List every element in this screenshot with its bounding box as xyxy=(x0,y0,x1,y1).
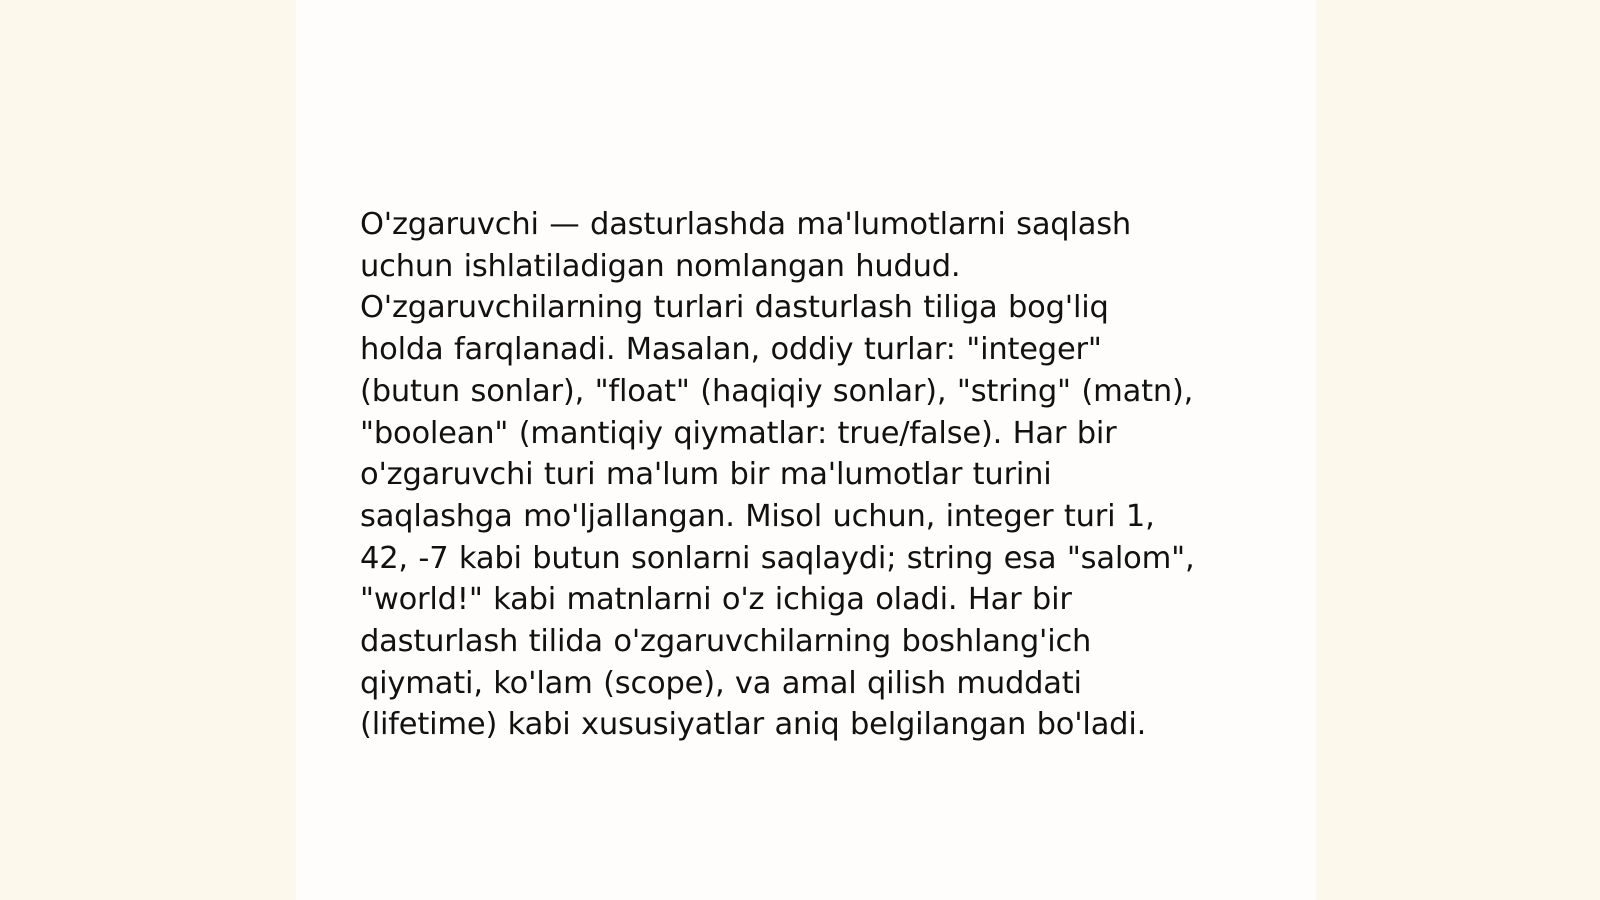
paragraph-line: qiymati, ko'lam (scope), va amal qilish muddati xyxy=(360,665,1082,701)
paragraph-line: saqlashga mo'ljallangan. Misol uchun, integer turi 1, xyxy=(360,498,1155,534)
paragraph-line: dasturlash tilida o'zgaruvchilarning boshlang'ich xyxy=(360,624,1092,660)
paragraph-line: O'zgaruvchilarning turlari dasturlash tiliga bog'liq xyxy=(360,290,1109,326)
paragraph-line: o'zgaruvchi turi ma'lum bir ma'lumotlar turini xyxy=(360,457,1052,493)
paragraph-line: "world!" kabi matnlarni o'z ichiga oladi. Har bir xyxy=(360,582,1072,618)
paragraph-line: (butun sonlar), "float" (haqiqiy sonlar), "string" (matn), xyxy=(360,373,1194,409)
paragraph-line: "boolean" (mantiqiy qiymatlar: true/false). Har bir xyxy=(360,415,1117,451)
paragraph-line: (lifetime) kabi xususiyatlar aniq belgilangan bo'ladi. xyxy=(360,707,1147,743)
body-paragraph xyxy=(360,204,1240,746)
paragraph-line: uchun ishlatiladigan nomlangan hudud. xyxy=(360,248,961,284)
paragraph-line: holda farqlanadi. Masalan, oddiy turlar: "integer" xyxy=(360,332,1102,368)
paragraph-line: O'zgaruvchi — dasturlashda ma'lumotlarni saqlash xyxy=(360,207,1132,242)
document-page xyxy=(296,0,1316,900)
paragraph-line: 42, -7 kabi butun sonlarni saqlaydi; string esa "salom", xyxy=(360,540,1195,576)
